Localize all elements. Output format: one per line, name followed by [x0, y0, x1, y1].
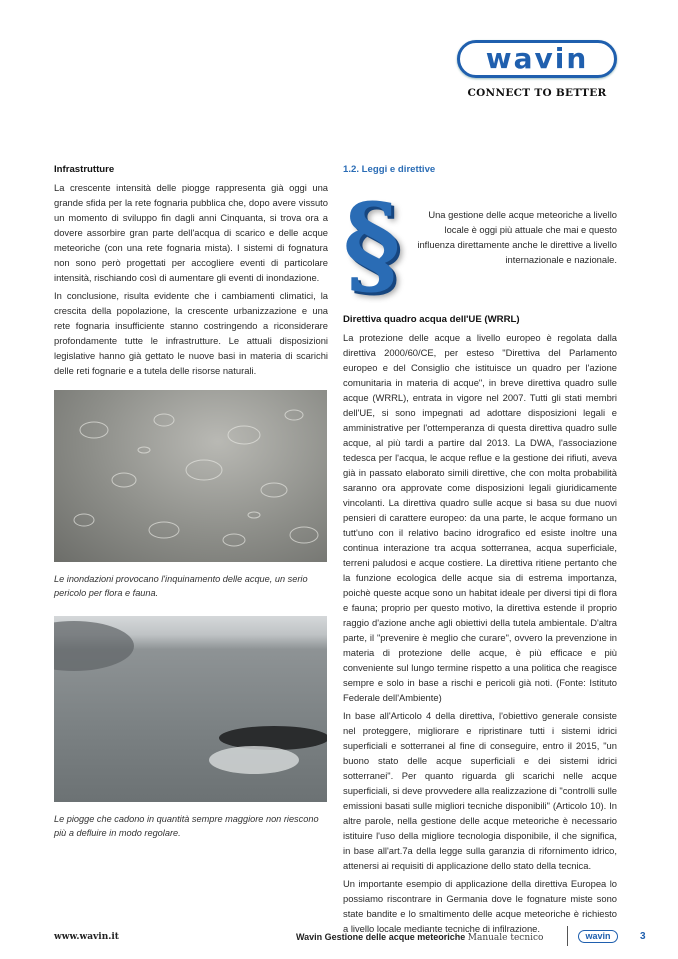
paragraph: In base all'Articolo 4 della direttiva, l'obiettivo generale consiste nel proteggere, migliorare e ripristinare tutti i sistemi idrici superficiali e sotterranei al fine di conseguire, entro il 2015, "un buono stato delle acque superficiali e dei sistemi idrici sotterranei". Per quanto riguarda gli scarichi nelle acque superficiali, si deve provvedere alla realizzazione di "controlli sulle emissioni basati sulle migliori tecniche disponibili" (Articolo 10). In altre parole, nella gestione delle acque meteoriche è necessario istituire l'uso della migliore tecnologia disponibile, il che significa, in base all'art.7a della legge sulla garanzia di rifornimento idrico, attenersi ai requisiti di applicazione dello stato della tecnica. [343, 710, 617, 871]
footer-title-rest: Manuale tecnico [467, 933, 544, 943]
photo-caption: Le inondazioni provocano l'inquinamento delle acque, un serio pericolo per flora e fauna. [54, 574, 308, 598]
website-link[interactable]: www.wavin.it [54, 932, 119, 942]
paragraph-sign-icon: § [343, 185, 401, 303]
directive-heading: Direttiva quadro acqua dell'UE (WRRL) [343, 314, 520, 325]
tagline: CONNECT TO BETTER [467, 87, 607, 99]
rain-puddle-photo [54, 390, 327, 562]
footer-title-bold: Wavin Gestione delle acque meteoriche [296, 932, 466, 942]
left-column [54, 163, 328, 840]
section-title: 1.2. Leggi e direttive [343, 164, 436, 175]
footer-title [296, 932, 543, 943]
photo-caption: Le piogge che cadono in quantità sempre maggiore non riescono più a defluire in modo regolare. [54, 814, 319, 838]
paragraph: La crescente intensità delle piogge rappresenta già oggi una grande sfida per la rete fognaria pubblica che, dopo avere vissuto un momento di sviluppo fin dagli anni Cinquanta, si trova ora a dovere assorbire gran parte dell'acqua di scarico e delle acque meteoriche (con una rete fognaria mista). I sistemi di fognatura non sono però progettati per accogliere eventi di particolare intensità, rischiando così di aumentare gli eventi di inondazione. [54, 182, 328, 283]
intro-text: Una gestione delle acque meteoriche a livello locale è oggi più attuale che mai e questo influenza direttamente anche le direttive a livello internazionale e nazionale. [417, 209, 617, 265]
paragraph: Un importante esempio di applicazione della direttiva Europea lo possiamo riscontrare in Germania dove le fognature miste sono state bandite e lo smaltimento delle acque meteoriche è richiesto a livello locale mediante tecniche di infilrazione. [343, 878, 617, 934]
intro-block [343, 185, 617, 303]
footer-divider [567, 926, 568, 946]
wavin-logo [457, 40, 617, 78]
logo-text: wavin [485, 42, 589, 75]
paragraph: La protezione delle acque a livello europeo è regolata dalla direttiva 2000/60/CE, per esteso "Direttiva del Parlamento europeo e del Consiglio che istituisce un quadro per l'azione comunitaria in materia di acque", in breve direttiva quadro sulle acque (WRRL), entrata in vigore nel 2007. Tutti gli stati membri dell'UE, si sono impegnati ad adottare disposizioni legali e amministrative per l'ottemperanza di questa direttiva quadro sulle acque, al più tardi a partire dal 2013. La DWA, l'associazione tedesca per l'acqua, le acque reflue e la gestione dei rifiuti, aveva già in passato elaborato simili direttive, che con molta probabilità saranno ora approvate come disposizioni legali giuridicamente vincolanti. La direttiva quadro sulle acque si basa su due nuovi pensieri di carattere europeo: da una parte, le acque formano un tutt'uno con il relativo bacino idrografico ed esiste inoltre una continua interazione tra acqua sotterranea, acqua superficiale, terreni paludosi e acque costiere. La direttiva ritiene pertanto che la funzione ecologica delle acque sia di estrema importanza, poichè queste acque sono un habitat ideale per diversi tipi di flora e fauna; proprio per questo motivo, la direttiva estende il proprio raggio d'azione anche agli obiettivi della tutela ambientale. D'altra parte, il "prevenire è meglio che curare", ovvero la prevenzione in materia di protezione delle acque, è più efficace e più conveniente sul lungo termine rispetto a una politica che reagisce sempre e solo in base a rischi e pericoli già noti. (Fonte: Istituto Federale dell'Ambiente) [343, 332, 617, 703]
infrastrutture-heading: Infrastrutture [54, 164, 115, 175]
paragraph: In conclusione, risulta evidente che i cambiamenti climatici, la crescita della popolazione, la crescente urbanizzazione e una rete fognaria insufficiente stanno costringendo a riconsiderare profondamente tutte le infrastrutture. Le attuali disposizioni legislative hanno già gettato le nuove basi in materia di scarichi delle reti fognarie e a tutela delle risorse naturali. [54, 290, 328, 376]
ripples-image [54, 390, 327, 562]
footer-logo: wavin [578, 930, 618, 943]
right-column [343, 163, 617, 936]
manhole-overflow-image [54, 616, 327, 802]
flooded-street-photo [54, 616, 327, 802]
page-number: 3 [640, 931, 646, 942]
